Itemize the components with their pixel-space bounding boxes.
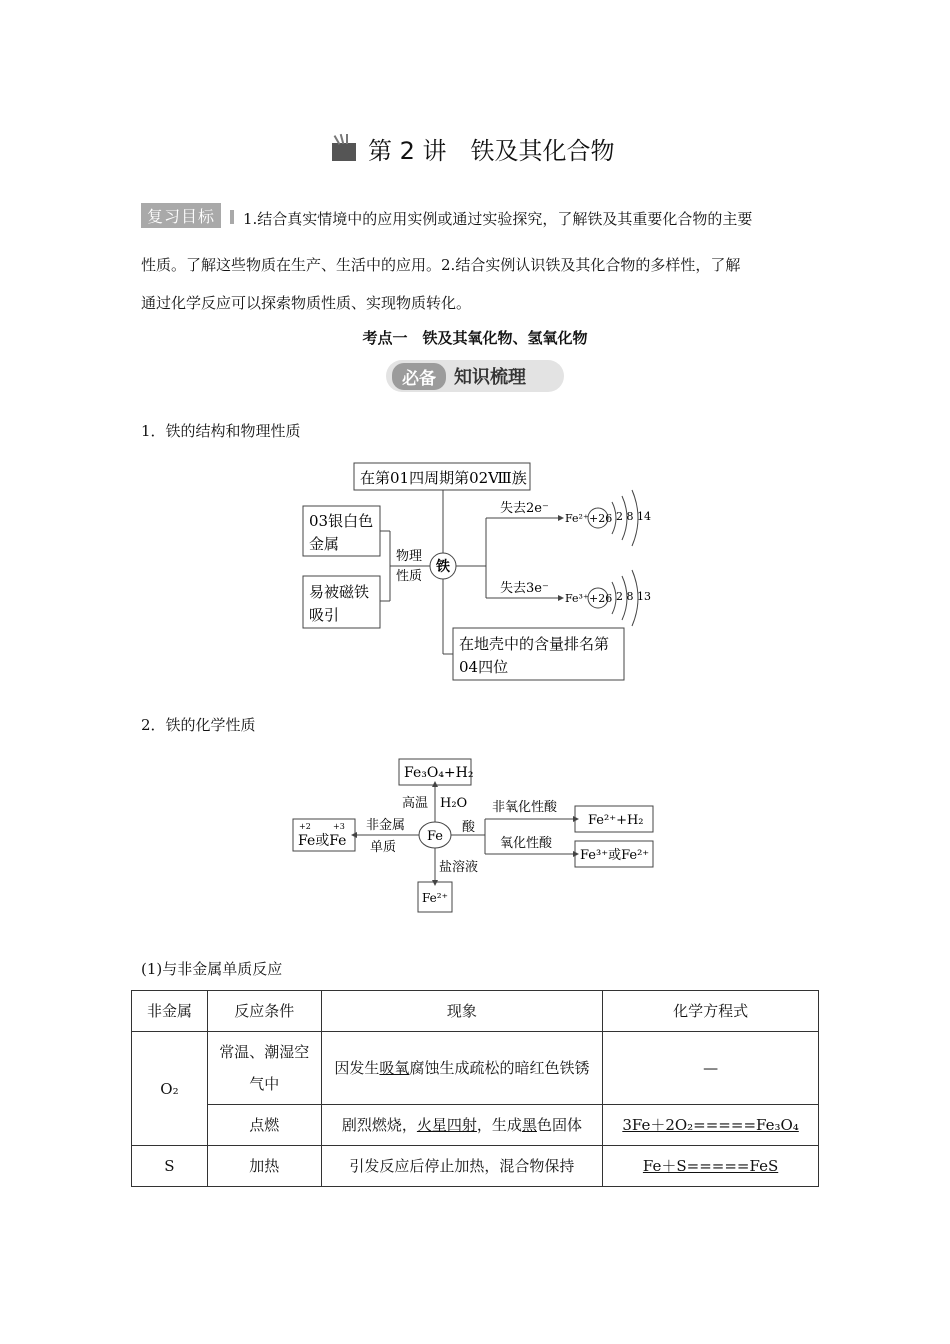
r2-phen-c: 色固体 — [536, 1116, 582, 1134]
d2-gaowen: 高温 — [402, 796, 429, 811]
goal-line-1: 1.结合真实情境中的应用实例或通过实验探究，了解铁及其重要化合物的主要 — [243, 210, 753, 228]
goal-tag: 复习目标 — [141, 203, 221, 228]
table-header: 现象 — [321, 991, 602, 1032]
d2-acid: 酸 — [462, 820, 476, 835]
cell-r2-cond: 点燃 — [207, 1105, 321, 1146]
d2-ox-acid: 氧化性酸 — [500, 836, 553, 851]
d1-shells-2: 2 8 14 — [616, 510, 651, 523]
table-header: 反应条件 — [207, 991, 321, 1032]
d2-nonmetal-b: 单质 — [370, 840, 397, 855]
d1-bottom-b: 04四位 — [459, 658, 509, 676]
d1-left2-b: 吸引 — [309, 606, 340, 624]
iron-chemical-diagram — [290, 755, 670, 920]
page-title — [330, 128, 615, 168]
badge-left: 必备 — [392, 363, 446, 390]
title-text: 第 2 讲 铁及其化合物 — [368, 136, 615, 165]
d2-ox-plus2: +2 — [299, 822, 311, 831]
r2-phen-b: ，生成 — [476, 1116, 522, 1134]
d2-ox-plus3: +3 — [333, 822, 345, 831]
table-row — [132, 1146, 819, 1187]
table-header-row — [132, 991, 819, 1032]
d1-shells-3: 2 8 13 — [616, 590, 651, 603]
r1-phen-b: 腐蚀生成疏松的暗红色铁锈 — [409, 1059, 590, 1077]
d1-left1-a: 03银白色 — [309, 512, 374, 530]
iron-structure-diagram — [290, 458, 690, 688]
heading-structure: 1．铁的结构和物理性质 — [141, 422, 301, 440]
d1-phys-b: 性质 — [396, 569, 423, 584]
cell-r3-eq: Fe＋S=====FeS — [603, 1146, 819, 1187]
d1-left1-b: 金属 — [309, 535, 340, 553]
d1-bottom-a: 在地壳中的含量排名第 — [459, 635, 610, 653]
d1-fe3: Fe³⁺ — [565, 592, 589, 605]
d1-lose2: 失去2e⁻ — [500, 501, 549, 516]
r2-phen-u2: 黑 — [521, 1116, 537, 1134]
d2-box-r2: Fe³⁺或Fe²⁺ — [580, 848, 650, 863]
cell-r1-cond: 常温、潮湿空气中 — [207, 1032, 321, 1105]
table-row — [132, 1032, 819, 1105]
goal-line-2: 性质。了解这些物质在生产、生活中的应用。2.结合实例认识铁及其化合物的多样性，了解 — [141, 256, 741, 274]
d2-box-r1: Fe²⁺+H₂ — [588, 813, 644, 828]
table-header: 化学方程式 — [603, 991, 819, 1032]
d2-nonmetal-a: 非金属 — [366, 818, 406, 833]
cell-r1-phen — [321, 1032, 602, 1105]
d2-nonox-acid: 非氧化性酸 — [492, 800, 558, 815]
d1-left2-a: 易被磁铁 — [309, 583, 370, 601]
cell-r3-phen: 引发反应后停止加热，混合物保持 — [321, 1146, 602, 1187]
r2-phen-u1: 火星四射 — [416, 1116, 477, 1134]
d1-nucleus-1: +26 — [589, 512, 613, 525]
r1-phen-a: 因发生 — [334, 1059, 380, 1077]
d2-h2o: H₂O — [440, 796, 468, 811]
d2-top-box: Fe₃O₄+H₂ — [404, 765, 474, 781]
cell-r2-eq: 3Fe＋2O₂=====Fe₃O₄ — [603, 1105, 819, 1146]
goal-tag-bar — [230, 210, 234, 224]
section-title: 考点一 铁及其氧化物、氢氧化物 — [362, 329, 588, 347]
table-row — [132, 1105, 819, 1146]
d1-phys-a: 物理 — [396, 549, 423, 564]
cell-r1-eq: — — [603, 1032, 819, 1105]
d1-center: 铁 — [436, 559, 450, 575]
d1-nucleus-2: +26 — [589, 592, 613, 605]
badge-right: 知识梳理 — [454, 367, 526, 388]
d1-lose3: 失去3e⁻ — [500, 581, 549, 596]
goal-line-3: 通过化学反应可以探索物质性质、实现物质转化。 — [141, 294, 472, 312]
d1-fe2: Fe²⁺ — [565, 512, 589, 525]
book-icon — [330, 133, 360, 163]
d2-salt: 盐溶液 — [439, 860, 479, 875]
r2-phen-a: 剧烈燃烧， — [341, 1116, 417, 1134]
d2-center: Fe — [427, 829, 444, 844]
cell-r2-phen — [321, 1105, 602, 1146]
d2-fei-box: Fe或Fe — [298, 833, 347, 849]
knowledge-badge — [386, 360, 564, 392]
cell-o2: O₂ — [132, 1032, 208, 1146]
sub-heading-nonmetal: (1)与非金属单质反应 — [141, 960, 283, 978]
nonmetal-reaction-table — [131, 990, 819, 1187]
r1-phen-u: 吸氧 — [379, 1059, 410, 1077]
cell-r3-cond: 加热 — [207, 1146, 321, 1187]
heading-chemical: 2．铁的化学性质 — [141, 716, 256, 734]
table-header: 非金属 — [132, 991, 208, 1032]
d2-box-bottom: Fe²⁺ — [422, 891, 448, 905]
d1-top-box: 在第01四周期第02Ⅷ族 — [360, 469, 527, 487]
cell-s: S — [132, 1146, 208, 1187]
